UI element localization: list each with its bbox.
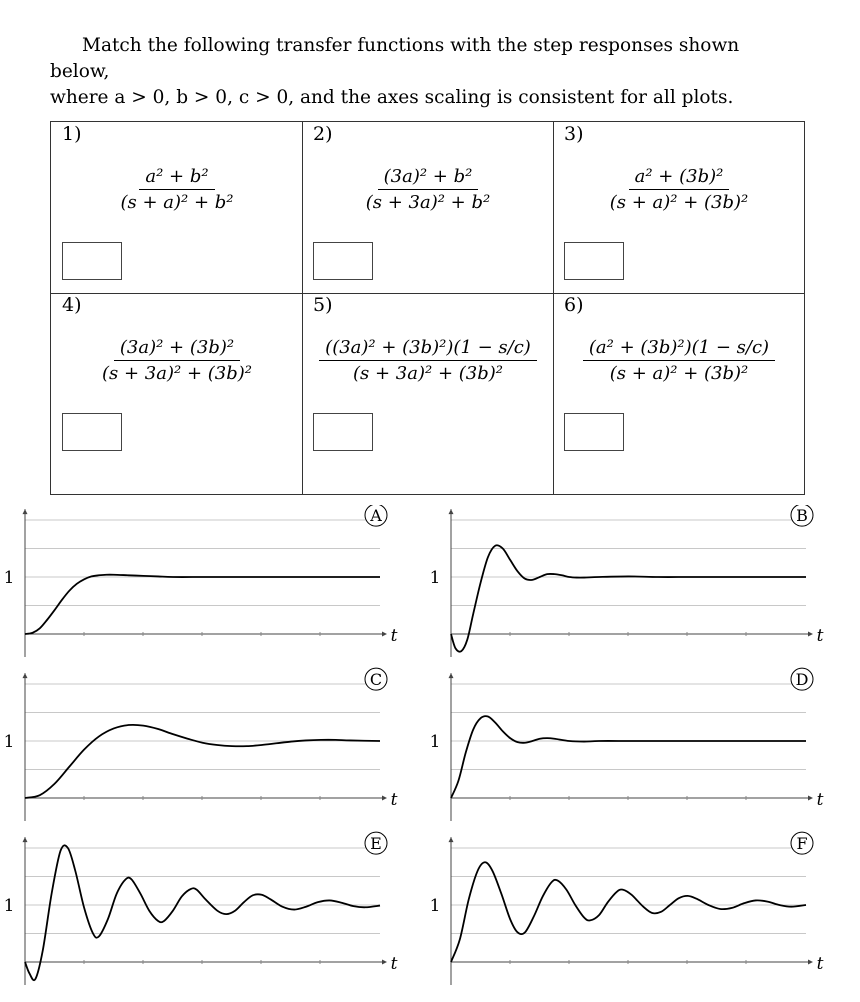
transfer-function: [563, 166, 795, 213]
t-axis-arrow: [382, 632, 387, 637]
t-axis-arrow: [382, 960, 387, 965]
y-tick-label: 1: [429, 732, 441, 752]
step-plot-e: [4, 832, 398, 985]
t-axis-label: t: [816, 954, 824, 974]
problem-statement-line-2: where a > 0, b > 0, c > 0, and the axes scaling is consistent for all plots.: [50, 87, 734, 108]
transfer-function: [563, 337, 795, 384]
transfer-function: [61, 166, 293, 213]
y-tick-label: 1: [3, 568, 15, 588]
tf-cell-5: [302, 293, 554, 465]
answer-box[interactable]: [564, 413, 624, 451]
tf-denominator: (s + a)² + (3b)²: [609, 363, 749, 384]
tf-cell-6: [553, 293, 805, 465]
transfer-function: [312, 337, 544, 384]
t-axis-label: t: [816, 790, 824, 810]
tf-numerator: (3a)² + b²: [378, 166, 479, 190]
y-axis-arrow: [449, 837, 454, 842]
plot-badge-label: D: [795, 670, 809, 690]
t-axis-arrow: [808, 960, 813, 965]
y-axis-arrow: [23, 509, 28, 514]
tf-denominator: (s + 3a)² + (3b)²: [102, 363, 252, 384]
step-plot-f: [430, 832, 824, 985]
transfer-function-table: [50, 121, 805, 495]
tf-denominator: (s + a)² + b²: [120, 192, 234, 213]
problem-statement-line-1: Match the following transfer functions with the step responses shown below,: [50, 35, 740, 82]
answer-box[interactable]: [62, 242, 122, 280]
plot-badge-label: F: [796, 834, 808, 854]
transfer-function: [312, 166, 544, 213]
tf-number: 3): [564, 123, 584, 145]
tf-cell-4: [51, 293, 303, 465]
step-plot-d: [430, 668, 824, 821]
tf-number: 1): [62, 123, 82, 145]
tf-number: 4): [62, 294, 82, 316]
plot-badge-label: A: [370, 506, 382, 526]
t-axis-label: t: [390, 954, 398, 974]
tf-numerator: (a² + (3b)²)(1 − s/c): [583, 337, 775, 361]
t-axis-label: t: [390, 790, 398, 810]
tf-numerator: a² + b²: [139, 166, 214, 190]
step-response-curve: [25, 575, 380, 634]
t-axis-label: t: [816, 626, 824, 646]
y-axis-arrow: [449, 509, 454, 514]
answer-box[interactable]: [62, 413, 122, 451]
tf-denominator: (s + a)² + (3b)²: [609, 192, 749, 213]
y-axis-arrow: [23, 673, 28, 678]
step-response-curve: [451, 716, 806, 798]
tf-denominator: (s + 3a)² + (3b)²: [353, 363, 503, 384]
tf-numerator: (3a)² + (3b)²: [114, 337, 240, 361]
answer-box[interactable]: [313, 242, 373, 280]
y-axis-arrow: [23, 837, 28, 842]
y-tick-label: 1: [3, 896, 15, 916]
step-response-curve: [451, 862, 806, 962]
step-response-plots: [0, 505, 860, 997]
tf-cell-1: [51, 122, 303, 294]
step-plot-a: [4, 505, 398, 657]
plot-badge-label: C: [369, 670, 383, 690]
tf-cell-3: [553, 122, 805, 294]
step-response-curve: [25, 725, 380, 798]
step-plot-b: [430, 505, 824, 657]
transfer-function: [61, 337, 293, 384]
y-tick-label: 1: [3, 732, 15, 752]
t-axis-label: t: [390, 626, 398, 646]
plot-badge-label: E: [370, 834, 382, 854]
t-axis-arrow: [382, 796, 387, 801]
tf-cell-2: [302, 122, 554, 294]
problem-statement: [50, 33, 770, 111]
tf-number: 6): [564, 294, 584, 316]
y-tick-label: 1: [429, 896, 441, 916]
step-plot-c: [4, 668, 398, 821]
answer-box[interactable]: [313, 413, 373, 451]
y-tick-label: 1: [429, 568, 441, 588]
tf-numerator: a² + (3b)²: [629, 166, 730, 190]
tf-denominator: (s + 3a)² + b²: [365, 192, 491, 213]
tf-number: 5): [313, 294, 333, 316]
plot-badge-label: B: [796, 506, 808, 526]
tf-number: 2): [313, 123, 333, 145]
answer-box[interactable]: [564, 242, 624, 280]
t-axis-arrow: [808, 632, 813, 637]
y-axis-arrow: [449, 673, 454, 678]
tf-numerator: ((3a)² + (3b)²)(1 − s/c): [319, 337, 537, 361]
t-axis-arrow: [808, 796, 813, 801]
